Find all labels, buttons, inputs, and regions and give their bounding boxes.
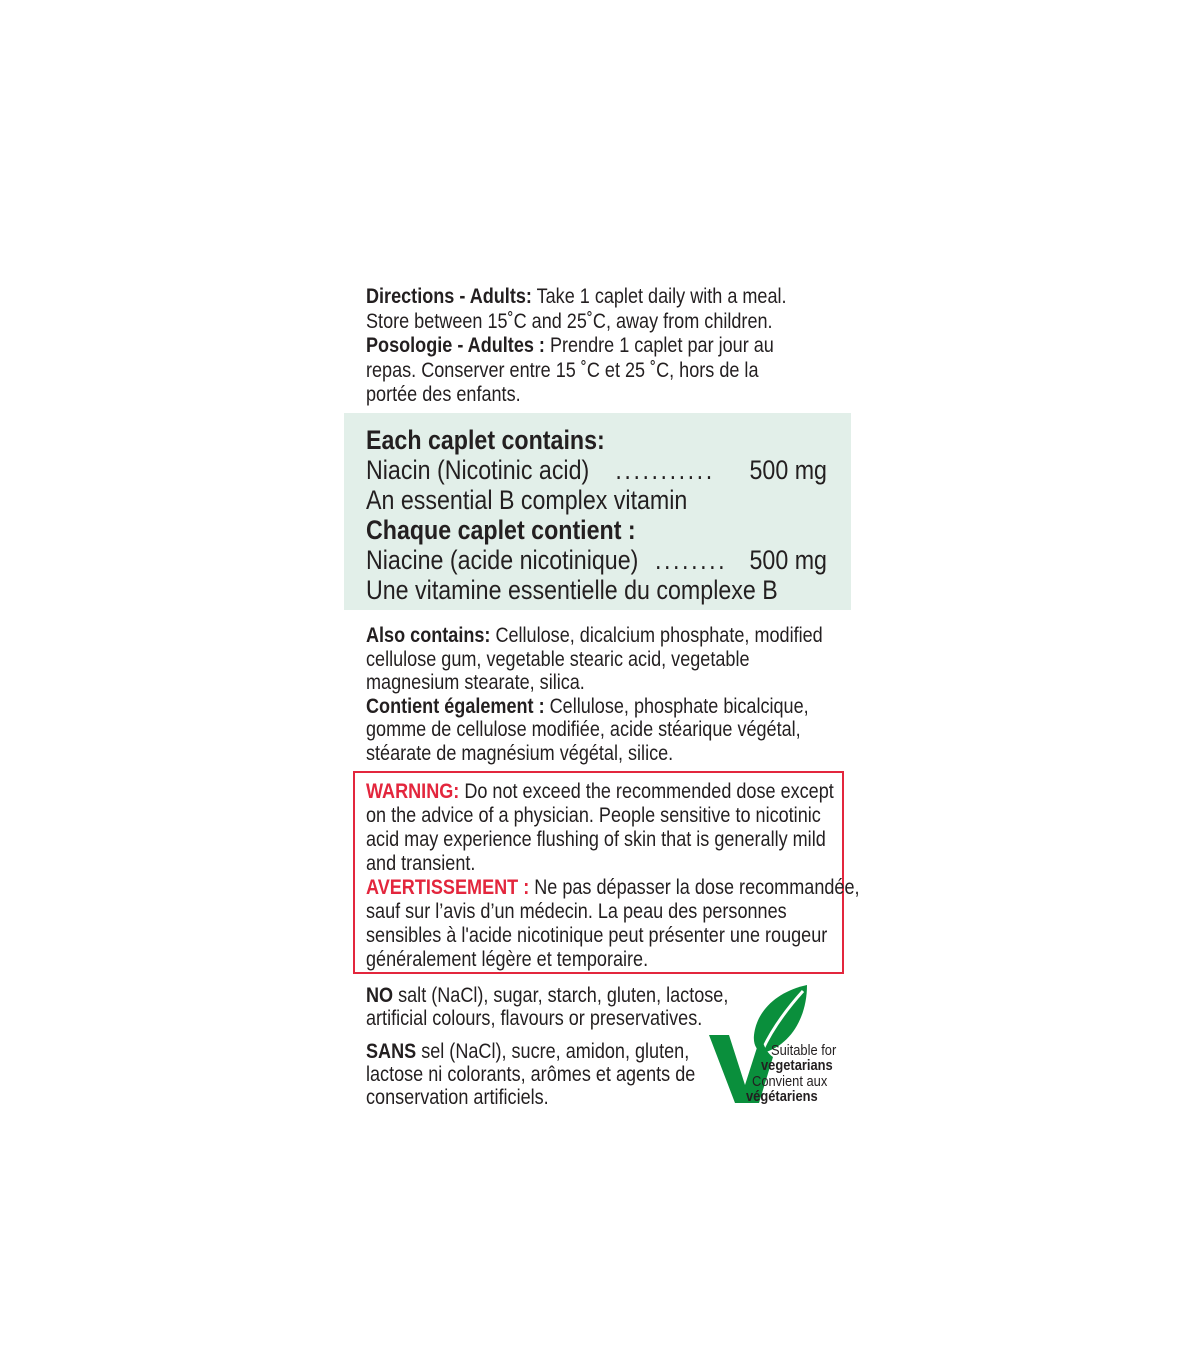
contains-en-leader-dots: ........... [615, 455, 715, 485]
also-fr-text: Cellulose, phosphate bicalcique, [544, 694, 809, 718]
contains-en-note: An essential B complex vitamin [366, 485, 688, 515]
warning-en-line-2: on the advice of a physician. People sensitive to nicotinic [366, 804, 821, 827]
directions-fr-line-2: repas. Conserver entre 15 ˚C et 25 ˚C, hors de la [366, 358, 759, 382]
free-fr-line-3: conservation artificiels. [366, 1086, 549, 1109]
warning-fr-heading: AVERTISSEMENT : [366, 876, 530, 899]
free-from-section [366, 984, 728, 1109]
contains-panel [344, 413, 851, 610]
contains-fr-leader-dots: ........ [654, 545, 728, 575]
contains-en-row [366, 455, 827, 485]
contains-en-heading: Each caplet contains: [366, 425, 605, 455]
warning-fr-line-4: généralement légère et temporaire. [366, 948, 649, 971]
free-fr-line [366, 1040, 728, 1063]
directions-en-text: Take 1 caplet daily with a meal. [531, 285, 787, 308]
directions-en-heading: Directions - Adults: [366, 285, 532, 308]
contains-fr-note: Une vitamine essentielle du complexe B [366, 575, 778, 605]
contains-fr-ingredient: Niacine (acide nicotinique) [366, 545, 639, 575]
free-fr-line-2: lactose ni colorants, arômes et agents de [366, 1063, 696, 1086]
vegetarian-badge [709, 983, 849, 1105]
warning-fr-line-3: sensibles à l'acide nicotinique peut présenter une rougeur [366, 924, 828, 947]
also-en-line [366, 624, 823, 648]
free-en-line [366, 984, 728, 1007]
directions-fr-line [366, 334, 787, 359]
also-fr-line-3: stéarate de magnésium végétal, silice. [366, 741, 674, 765]
warning-en-line [366, 780, 860, 804]
free-en-line-2: artificial colours, flavours or preservatives. [366, 1007, 703, 1030]
also-en-text: Cellulose, dicalcium phosphate, modified [490, 624, 823, 647]
warning-panel [353, 771, 860, 974]
free-fr-heading: SANS [366, 1040, 417, 1063]
directions-en-line-2: Store between 15˚C and 25˚C, away from children. [366, 309, 773, 333]
contains-fr-heading: Chaque caplet contient : [366, 515, 636, 545]
directions-fr-heading: Posologie - Adultes : [366, 334, 545, 357]
also-en-heading: Also contains: [366, 624, 491, 647]
contains-fr-amount: 500 mg [749, 545, 827, 575]
warning-en-heading: WARNING: [366, 780, 460, 803]
warning-fr-line [366, 876, 860, 900]
free-en-heading: NO [366, 984, 394, 1007]
also-fr-line-2: gomme de cellulose modifiée, acide stéarique végétal, [366, 718, 801, 741]
free-en-text: salt (NaCl), sugar, starch, gluten, lactose, [393, 984, 729, 1007]
free-fr-text: sel (NaCl), sucre, amidon, gluten, [416, 1040, 690, 1063]
warning-en-line-3: acid may experience flushing of skin that is generally mild [366, 828, 826, 851]
veg-en-line-1: Suitable for [771, 1042, 837, 1059]
directions-section [366, 285, 787, 408]
veg-en-line-2: vegetarians [761, 1057, 833, 1074]
contains-fr-row [366, 545, 827, 575]
warning-text [366, 780, 860, 972]
directions-en-line [366, 285, 787, 310]
warning-fr-line-2: sauf sur l’avis d’un médecin. La peau des personnes [366, 900, 787, 923]
directions-fr-text: Prendre 1 caplet par jour au [544, 334, 774, 357]
directions-fr-line-3: portée des enfants. [366, 383, 521, 406]
also-en-line-3: magnesium stearate, silica. [366, 671, 585, 694]
contains-text [366, 425, 827, 605]
also-fr-line [366, 695, 823, 719]
also-fr-heading: Contient également : [366, 694, 545, 718]
warning-en-text: Do not exceed the recommended dose except [459, 780, 834, 803]
warning-en-line-4: and transient. [366, 852, 476, 875]
warning-fr-text: Ne pas dépasser la dose recommandée, [529, 876, 860, 899]
veg-fr-line-1: Convient aux [752, 1073, 828, 1090]
contains-en-ingredient: Niacin (Nicotinic acid) [366, 455, 590, 485]
also-contains-section [366, 624, 823, 765]
contains-en-amount: 500 mg [749, 455, 827, 485]
veg-fr-line-2: végétariens [746, 1088, 818, 1105]
also-en-line-2: cellulose gum, vegetable stearic acid, vegetable [366, 647, 750, 671]
